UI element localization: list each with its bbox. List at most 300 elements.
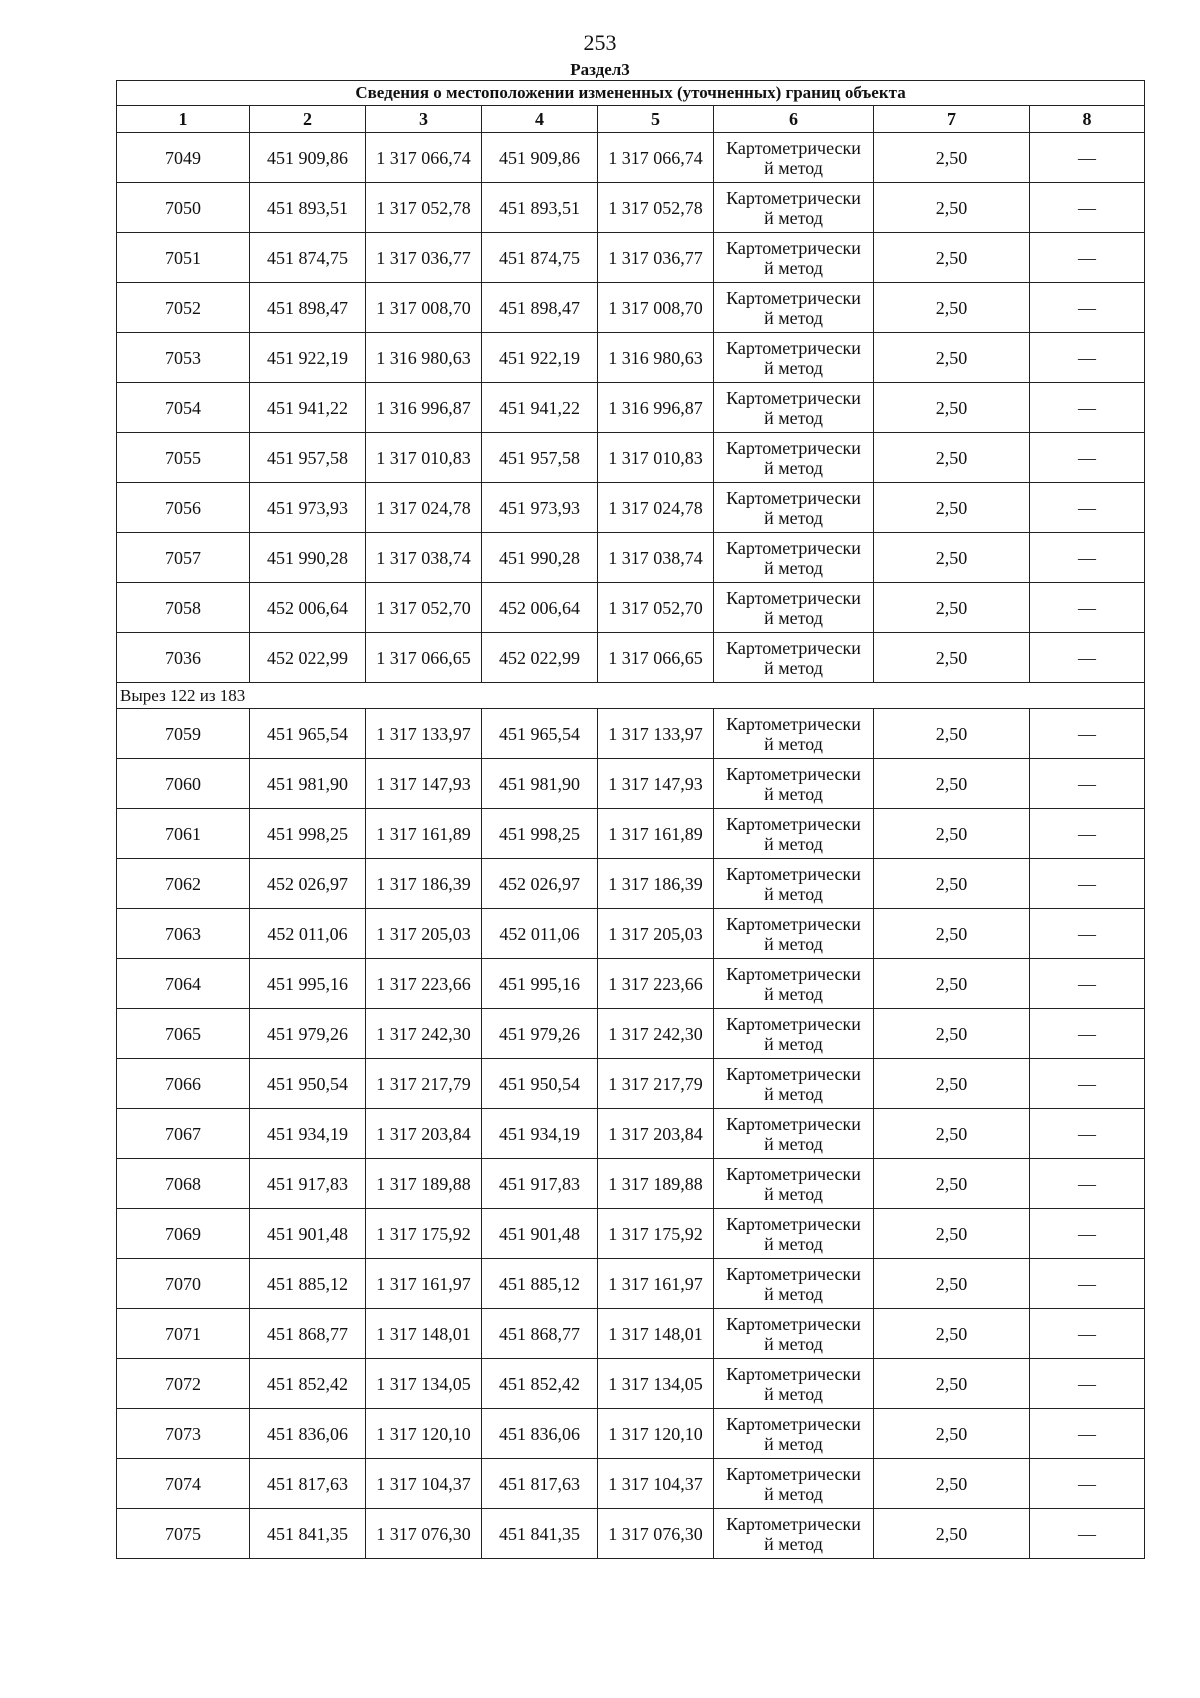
table-row — [117, 859, 1145, 909]
point-number-cell: 7069 — [117, 1209, 250, 1259]
table-row — [117, 1109, 1145, 1159]
x-coord-new-cell: 451 841,35 — [482, 1509, 598, 1559]
accuracy-cell: 2,50 — [874, 1159, 1030, 1209]
x-coord-cell: 451 901,48 — [250, 1209, 366, 1259]
y-coord-cell: 1 317 203,84 — [366, 1109, 482, 1159]
description-cell: — — [1030, 633, 1145, 683]
accuracy-cell: 2,50 — [874, 709, 1030, 759]
accuracy-cell: 2,50 — [874, 333, 1030, 383]
description-cell: — — [1030, 1509, 1145, 1559]
x-coord-new-cell: 451 885,12 — [482, 1259, 598, 1309]
method-line-2: й метод — [764, 307, 823, 328]
x-coord-new-cell: 452 011,06 — [482, 909, 598, 959]
method-line-2: й метод — [764, 557, 823, 578]
method-line-2: й метод — [764, 1183, 823, 1204]
y-coord-new-cell: 1 317 161,97 — [598, 1259, 714, 1309]
y-coord-new-cell: 1 317 066,74 — [598, 133, 714, 183]
description-cell: — — [1030, 1459, 1145, 1509]
accuracy-cell: 2,50 — [874, 859, 1030, 909]
description-cell: — — [1030, 433, 1145, 483]
point-number-cell: 7062 — [117, 859, 250, 909]
table-row — [117, 1159, 1145, 1209]
x-coord-cell: 451 998,25 — [250, 809, 366, 859]
y-coord-new-cell: 1 317 189,88 — [598, 1159, 714, 1209]
column-header: 8 — [1030, 106, 1145, 133]
method-cell — [714, 1209, 874, 1259]
table-row — [117, 959, 1145, 1009]
x-coord-new-cell: 451 965,54 — [482, 709, 598, 759]
description-cell: — — [1030, 1309, 1145, 1359]
y-coord-cell: 1 317 223,66 — [366, 959, 482, 1009]
description-cell: — — [1030, 233, 1145, 283]
x-coord-cell: 451 957,58 — [250, 433, 366, 483]
point-number-cell: 7036 — [117, 633, 250, 683]
column-header: 3 — [366, 106, 482, 133]
method-line-1: Картометрически — [726, 537, 861, 558]
x-coord-new-cell: 451 898,47 — [482, 283, 598, 333]
method-line-1: Картометрически — [726, 287, 861, 308]
y-coord-cell: 1 317 008,70 — [366, 283, 482, 333]
accuracy-cell: 2,50 — [874, 1009, 1030, 1059]
description-cell: — — [1030, 1409, 1145, 1459]
point-number-cell: 7064 — [117, 959, 250, 1009]
y-coord-cell: 1 317 076,30 — [366, 1509, 482, 1559]
y-coord-cell: 1 317 217,79 — [366, 1059, 482, 1109]
accuracy-cell: 2,50 — [874, 1259, 1030, 1309]
description-cell: — — [1030, 483, 1145, 533]
description-cell: — — [1030, 759, 1145, 809]
method-line-1: Картометрически — [726, 187, 861, 208]
x-coord-new-cell: 451 901,48 — [482, 1209, 598, 1259]
y-coord-new-cell: 1 317 024,78 — [598, 483, 714, 533]
x-coord-new-cell: 451 852,42 — [482, 1359, 598, 1409]
y-coord-cell: 1 317 066,65 — [366, 633, 482, 683]
method-line-1: Картометрически — [726, 1113, 861, 1134]
method-cell — [714, 333, 874, 383]
x-coord-new-cell: 451 941,22 — [482, 383, 598, 433]
x-coord-cell: 451 893,51 — [250, 183, 366, 233]
point-number-cell: 7052 — [117, 283, 250, 333]
y-coord-new-cell: 1 316 996,87 — [598, 383, 714, 433]
y-coord-new-cell: 1 317 076,30 — [598, 1509, 714, 1559]
description-cell: — — [1030, 1109, 1145, 1159]
method-line-1: Картометрически — [726, 1463, 861, 1484]
point-number-cell: 7060 — [117, 759, 250, 809]
table-row — [117, 633, 1145, 683]
accuracy-cell: 2,50 — [874, 533, 1030, 583]
accuracy-cell: 2,50 — [874, 583, 1030, 633]
point-number-cell: 7059 — [117, 709, 250, 759]
accuracy-cell: 2,50 — [874, 1409, 1030, 1459]
x-coord-new-cell: 452 006,64 — [482, 583, 598, 633]
description-cell: — — [1030, 1059, 1145, 1109]
method-line-2: й метод — [764, 1133, 823, 1154]
method-cell — [714, 1359, 874, 1409]
accuracy-cell: 2,50 — [874, 133, 1030, 183]
x-coord-cell: 451 934,19 — [250, 1109, 366, 1159]
column-header-row — [117, 106, 1145, 133]
table-row — [117, 1209, 1145, 1259]
method-line-2: й метод — [764, 1083, 823, 1104]
x-coord-new-cell: 452 026,97 — [482, 859, 598, 909]
x-coord-cell: 452 022,99 — [250, 633, 366, 683]
x-coord-cell: 451 817,63 — [250, 1459, 366, 1509]
y-coord-new-cell: 1 317 052,78 — [598, 183, 714, 233]
accuracy-cell: 2,50 — [874, 809, 1030, 859]
method-cell — [714, 633, 874, 683]
point-number-cell: 7051 — [117, 233, 250, 283]
description-cell: — — [1030, 183, 1145, 233]
method-line-2: й метод — [764, 607, 823, 628]
point-number-cell: 7065 — [117, 1009, 250, 1059]
method-line-1: Картометрически — [726, 1313, 861, 1334]
x-coord-cell: 451 979,26 — [250, 1009, 366, 1059]
y-coord-cell: 1 317 104,37 — [366, 1459, 482, 1509]
y-coord-new-cell: 1 317 010,83 — [598, 433, 714, 483]
table-row — [117, 533, 1145, 583]
method-cell — [714, 433, 874, 483]
description-cell: — — [1030, 533, 1145, 583]
subsection-row — [117, 683, 1145, 709]
y-coord-new-cell: 1 317 242,30 — [598, 1009, 714, 1059]
table-row — [117, 1359, 1145, 1409]
y-coord-cell: 1 317 161,89 — [366, 809, 482, 859]
y-coord-new-cell: 1 317 133,97 — [598, 709, 714, 759]
y-coord-new-cell: 1 317 175,92 — [598, 1209, 714, 1259]
accuracy-cell: 2,50 — [874, 283, 1030, 333]
y-coord-cell: 1 317 036,77 — [366, 233, 482, 283]
x-coord-new-cell: 451 868,77 — [482, 1309, 598, 1359]
method-cell — [714, 1409, 874, 1459]
table-row — [117, 809, 1145, 859]
method-line-2: й метод — [764, 783, 823, 804]
table-row — [117, 283, 1145, 333]
description-cell: — — [1030, 909, 1145, 959]
column-header: 5 — [598, 106, 714, 133]
y-coord-cell: 1 316 996,87 — [366, 383, 482, 433]
method-line-2: й метод — [764, 407, 823, 428]
method-line-1: Картометрически — [726, 1013, 861, 1034]
table-row — [117, 583, 1145, 633]
method-line-1: Картометрически — [726, 813, 861, 834]
method-line-2: й метод — [764, 1233, 823, 1254]
accuracy-cell: 2,50 — [874, 1309, 1030, 1359]
point-number-cell: 7057 — [117, 533, 250, 583]
x-coord-new-cell: 451 957,58 — [482, 433, 598, 483]
y-coord-new-cell: 1 317 008,70 — [598, 283, 714, 333]
x-coord-cell: 451 973,93 — [250, 483, 366, 533]
y-coord-cell: 1 317 120,10 — [366, 1409, 482, 1459]
table-row — [117, 909, 1145, 959]
y-coord-cell: 1 317 148,01 — [366, 1309, 482, 1359]
y-coord-cell: 1 317 186,39 — [366, 859, 482, 909]
accuracy-cell: 2,50 — [874, 1459, 1030, 1509]
x-coord-new-cell: 451 893,51 — [482, 183, 598, 233]
method-cell — [714, 1509, 874, 1559]
x-coord-new-cell: 451 934,19 — [482, 1109, 598, 1159]
method-cell — [714, 809, 874, 859]
x-coord-cell: 451 950,54 — [250, 1059, 366, 1109]
point-number-cell: 7050 — [117, 183, 250, 233]
method-cell — [714, 1059, 874, 1109]
point-number-cell: 7074 — [117, 1459, 250, 1509]
description-cell: — — [1030, 133, 1145, 183]
accuracy-cell: 2,50 — [874, 483, 1030, 533]
method-line-1: Картометрически — [726, 1063, 861, 1084]
method-cell — [714, 383, 874, 433]
method-line-2: й метод — [764, 933, 823, 954]
page-number: 253 — [583, 30, 617, 55]
method-cell — [714, 1459, 874, 1509]
method-cell — [714, 709, 874, 759]
y-coord-cell: 1 317 052,78 — [366, 183, 482, 233]
method-cell — [714, 1009, 874, 1059]
method-cell — [714, 483, 874, 533]
table-row — [117, 1459, 1145, 1509]
x-coord-cell: 451 941,22 — [250, 383, 366, 433]
x-coord-cell: 451 836,06 — [250, 1409, 366, 1459]
accuracy-cell: 2,50 — [874, 909, 1030, 959]
table-row — [117, 383, 1145, 433]
x-coord-cell: 451 852,42 — [250, 1359, 366, 1409]
table-row — [117, 233, 1145, 283]
method-line-1: Картометрически — [726, 963, 861, 984]
method-line-1: Картометрически — [726, 1513, 861, 1534]
y-coord-cell: 1 317 010,83 — [366, 433, 482, 483]
method-cell — [714, 1309, 874, 1359]
method-line-2: й метод — [764, 657, 823, 678]
description-cell: — — [1030, 1359, 1145, 1409]
x-coord-cell: 452 006,64 — [250, 583, 366, 633]
method-line-1: Картометрически — [726, 763, 861, 784]
y-coord-cell: 1 317 066,74 — [366, 133, 482, 183]
point-number-cell: 7067 — [117, 1109, 250, 1159]
x-coord-new-cell: 451 973,93 — [482, 483, 598, 533]
column-header: 1 — [117, 106, 250, 133]
y-coord-cell: 1 317 024,78 — [366, 483, 482, 533]
method-line-1: Картометрически — [726, 1263, 861, 1284]
method-cell — [714, 533, 874, 583]
accuracy-cell: 2,50 — [874, 1209, 1030, 1259]
x-coord-new-cell: 451 917,83 — [482, 1159, 598, 1209]
accuracy-cell: 2,50 — [874, 1359, 1030, 1409]
x-coord-new-cell: 451 998,25 — [482, 809, 598, 859]
y-coord-cell: 1 317 147,93 — [366, 759, 482, 809]
method-line-2: й метод — [764, 833, 823, 854]
y-coord-new-cell: 1 317 223,66 — [598, 959, 714, 1009]
y-coord-cell: 1 317 242,30 — [366, 1009, 482, 1059]
point-number-cell: 7066 — [117, 1059, 250, 1109]
method-cell — [714, 1259, 874, 1309]
y-coord-new-cell: 1 317 052,70 — [598, 583, 714, 633]
x-coord-new-cell: 451 817,63 — [482, 1459, 598, 1509]
point-number-cell: 7073 — [117, 1409, 250, 1459]
description-cell: — — [1030, 959, 1145, 1009]
accuracy-cell: 2,50 — [874, 759, 1030, 809]
method-line-2: й метод — [764, 983, 823, 1004]
method-line-1: Картометрически — [726, 337, 861, 358]
y-coord-new-cell: 1 317 147,93 — [598, 759, 714, 809]
method-line-1: Картометрически — [726, 237, 861, 258]
method-line-2: й метод — [764, 1383, 823, 1404]
table-row — [117, 1009, 1145, 1059]
y-coord-new-cell: 1 317 036,77 — [598, 233, 714, 283]
subsection-label: Вырез 122 из 183 — [117, 683, 1145, 709]
accuracy-cell: 2,50 — [874, 1109, 1030, 1159]
x-coord-new-cell: 451 909,86 — [482, 133, 598, 183]
boundary-table — [116, 80, 1145, 1559]
method-cell — [714, 283, 874, 333]
method-cell — [714, 183, 874, 233]
method-line-1: Картометрически — [726, 487, 861, 508]
method-line-1: Картометрически — [726, 863, 861, 884]
method-line-2: й метод — [764, 257, 823, 278]
method-line-2: й метод — [764, 507, 823, 528]
x-coord-cell: 451 841,35 — [250, 1509, 366, 1559]
x-coord-cell: 451 868,77 — [250, 1309, 366, 1359]
method-line-1: Картометрически — [726, 637, 861, 658]
x-coord-new-cell: 451 950,54 — [482, 1059, 598, 1109]
description-cell: — — [1030, 283, 1145, 333]
accuracy-cell: 2,50 — [874, 959, 1030, 1009]
y-coord-new-cell: 1 317 066,65 — [598, 633, 714, 683]
x-coord-new-cell: 451 874,75 — [482, 233, 598, 283]
method-line-1: Картометрически — [726, 1363, 861, 1384]
accuracy-cell: 2,50 — [874, 383, 1030, 433]
x-coord-cell: 452 026,97 — [250, 859, 366, 909]
y-coord-new-cell: 1 317 161,89 — [598, 809, 714, 859]
method-line-1: Картометрически — [726, 437, 861, 458]
method-cell — [714, 133, 874, 183]
column-header: 2 — [250, 106, 366, 133]
method-line-2: й метод — [764, 207, 823, 228]
method-line-2: й метод — [764, 1483, 823, 1504]
y-coord-cell: 1 317 205,03 — [366, 909, 482, 959]
method-cell — [714, 909, 874, 959]
x-coord-new-cell: 451 836,06 — [482, 1409, 598, 1459]
y-coord-cell: 1 317 038,74 — [366, 533, 482, 583]
point-number-cell: 7054 — [117, 383, 250, 433]
description-cell: — — [1030, 333, 1145, 383]
method-line-2: й метод — [764, 733, 823, 754]
table-row — [117, 183, 1145, 233]
table-row — [117, 433, 1145, 483]
description-cell: — — [1030, 1259, 1145, 1309]
method-line-1: Картометрически — [726, 587, 861, 608]
point-number-cell: 7055 — [117, 433, 250, 483]
y-coord-cell: 1 317 161,97 — [366, 1259, 482, 1309]
description-cell: — — [1030, 1209, 1145, 1259]
method-cell — [714, 959, 874, 1009]
accuracy-cell: 2,50 — [874, 1509, 1030, 1559]
y-coord-cell: 1 317 133,97 — [366, 709, 482, 759]
x-coord-new-cell: 451 990,28 — [482, 533, 598, 583]
y-coord-cell: 1 316 980,63 — [366, 333, 482, 383]
point-number-cell: 7070 — [117, 1259, 250, 1309]
method-line-2: й метод — [764, 883, 823, 904]
description-cell: — — [1030, 583, 1145, 633]
column-header: 6 — [714, 106, 874, 133]
column-header: 7 — [874, 106, 1030, 133]
accuracy-cell: 2,50 — [874, 1059, 1030, 1109]
y-coord-new-cell: 1 317 038,74 — [598, 533, 714, 583]
x-coord-new-cell: 451 979,26 — [482, 1009, 598, 1059]
x-coord-new-cell: 452 022,99 — [482, 633, 598, 683]
section-title: Раздел3 — [570, 60, 630, 79]
method-line-2: й метод — [764, 357, 823, 378]
method-cell — [714, 1109, 874, 1159]
accuracy-cell: 2,50 — [874, 633, 1030, 683]
method-cell — [714, 233, 874, 283]
x-coord-new-cell: 451 995,16 — [482, 959, 598, 1009]
description-cell: — — [1030, 809, 1145, 859]
method-line-2: й метод — [764, 1283, 823, 1304]
point-number-cell: 7063 — [117, 909, 250, 959]
x-coord-cell: 451 909,86 — [250, 133, 366, 183]
method-line-2: й метод — [764, 1433, 823, 1454]
description-cell: — — [1030, 1159, 1145, 1209]
column-header: 4 — [482, 106, 598, 133]
point-number-cell: 7053 — [117, 333, 250, 383]
method-cell — [714, 1159, 874, 1209]
y-coord-new-cell: 1 317 104,37 — [598, 1459, 714, 1509]
y-coord-new-cell: 1 317 120,10 — [598, 1409, 714, 1459]
method-line-2: й метод — [764, 1033, 823, 1054]
method-cell — [714, 859, 874, 909]
accuracy-cell: 2,50 — [874, 183, 1030, 233]
x-coord-cell: 451 981,90 — [250, 759, 366, 809]
point-number-cell: 7049 — [117, 133, 250, 183]
table-row — [117, 1509, 1145, 1559]
y-coord-new-cell: 1 317 134,05 — [598, 1359, 714, 1409]
table-row — [117, 333, 1145, 383]
point-number-cell: 7058 — [117, 583, 250, 633]
y-coord-new-cell: 1 317 148,01 — [598, 1309, 714, 1359]
point-number-cell: 7068 — [117, 1159, 250, 1209]
accuracy-cell: 2,50 — [874, 433, 1030, 483]
x-coord-cell: 451 885,12 — [250, 1259, 366, 1309]
table-row — [117, 1409, 1145, 1459]
x-coord-new-cell: 451 922,19 — [482, 333, 598, 383]
point-number-cell: 7061 — [117, 809, 250, 859]
x-coord-cell: 451 990,28 — [250, 533, 366, 583]
point-number-cell: 7075 — [117, 1509, 250, 1559]
table-caption-row — [117, 81, 1145, 106]
method-line-2: й метод — [764, 1333, 823, 1354]
table-row — [117, 1309, 1145, 1359]
method-line-2: й метод — [764, 457, 823, 478]
method-line-2: й метод — [764, 157, 823, 178]
table-row — [117, 483, 1145, 533]
table-row — [117, 1059, 1145, 1109]
y-coord-cell: 1 317 134,05 — [366, 1359, 482, 1409]
description-cell: — — [1030, 1009, 1145, 1059]
y-coord-new-cell: 1 317 203,84 — [598, 1109, 714, 1159]
method-line-1: Картометрически — [726, 387, 861, 408]
point-number-cell: 7056 — [117, 483, 250, 533]
table-row — [117, 709, 1145, 759]
x-coord-cell: 451 995,16 — [250, 959, 366, 1009]
y-coord-new-cell: 1 316 980,63 — [598, 333, 714, 383]
y-coord-new-cell: 1 317 217,79 — [598, 1059, 714, 1109]
method-line-2: й метод — [764, 1533, 823, 1554]
method-line-1: Картометрически — [726, 137, 861, 158]
x-coord-new-cell: 451 981,90 — [482, 759, 598, 809]
table-caption: Сведения о местоположении измененных (уточненных) границ объекта — [117, 81, 1145, 106]
y-coord-cell: 1 317 175,92 — [366, 1209, 482, 1259]
description-cell: — — [1030, 709, 1145, 759]
y-coord-cell: 1 317 189,88 — [366, 1159, 482, 1209]
